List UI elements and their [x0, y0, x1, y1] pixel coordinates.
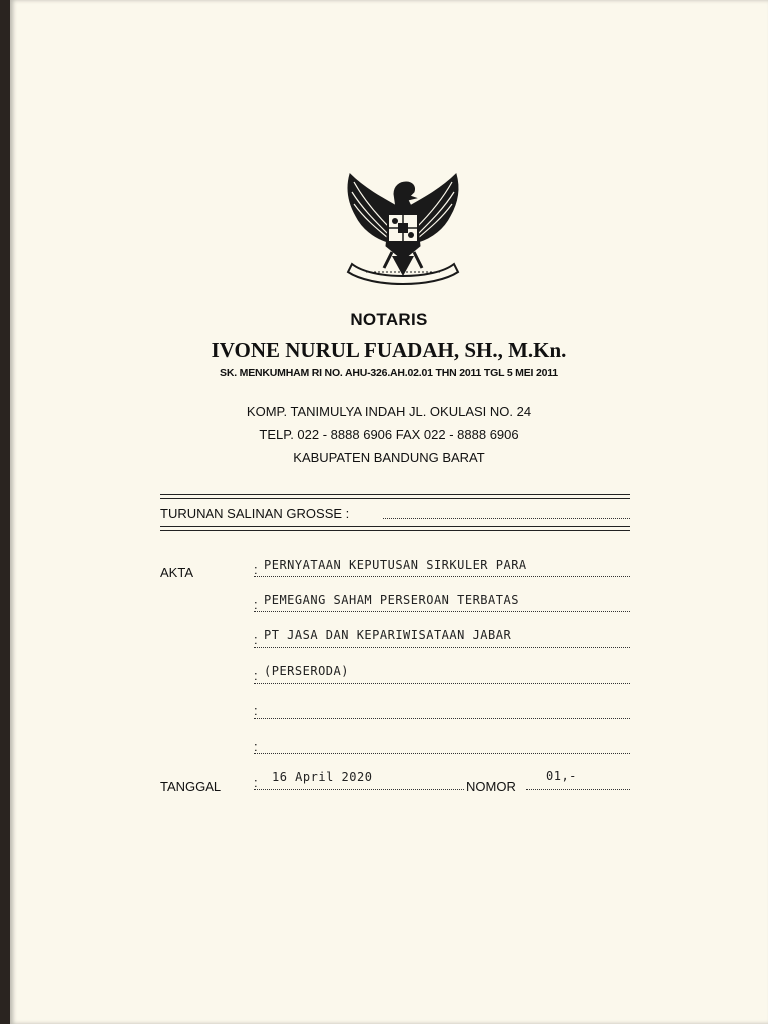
notary-title: NOTARIS	[350, 310, 428, 329]
tanggal-field-line	[254, 789, 464, 790]
turunan-field-line	[383, 518, 630, 519]
divider-line	[160, 530, 630, 531]
document-page: NOTARIS IVONE NURUL FUADAH, SH., M.Kn. SK. MENKUMHAM RI NO. AHU-326.AH.02.01 THN 2011 TGL 5 MEI 2011 KOMP. TANIMULYA INDAH JL. OKULASI NO. 24 TELP. 022 - 8888 6906 FAX 022 - 8888 6906 KABUPATEN BANDUNG BARAT TURUNAN SALINAN GROSSE : AKTA : PERNYATAAN KEPUTUSAN SIRKULER PARA : PEMEGANG SAHAM PERSEROAN TERBATAS : PT JASA DAN KEPARIWISATAAN JABAR : (PERSERODA) : : TANGGAL : 16 April 2020 NOMOR 01,-	[10, 0, 768, 1024]
garuda-emblem-icon	[342, 168, 464, 292]
nomor-value: 01,-	[546, 769, 577, 783]
divider-line	[160, 526, 630, 527]
notary-name: IVONE NURUL FUADAH, SH., M.Kn.	[211, 338, 567, 362]
notary-phone-fax: TELP. 022 - 8888 6906 FAX 022 - 8888 6906	[259, 427, 519, 442]
akta-text: PT JASA DAN KEPARIWISATAAN JABAR	[264, 628, 512, 642]
tanggal-label: TANGGAL	[160, 779, 222, 794]
tanggal-value: 16 April 2020	[272, 770, 373, 784]
nomor-field-line	[526, 789, 630, 790]
tanggal-colon: :	[254, 775, 258, 790]
akta-text: PEMEGANG SAHAM PERSEROAN TERBATAS	[264, 593, 519, 607]
notary-address: KOMP. TANIMULYA INDAH JL. OKULASI NO. 24	[246, 404, 532, 419]
divider-line	[160, 498, 630, 499]
divider-line	[160, 494, 630, 495]
akta-text: PERNYATAAN KEPUTUSAN SIRKULER PARA	[264, 558, 527, 572]
akta-text: (PERSERODA)	[264, 664, 349, 678]
nomor-label: NOMOR	[466, 779, 516, 794]
notary-regency: KABUPATEN BANDUNG BARAT	[293, 450, 485, 465]
turunan-label: TURUNAN SALINAN GROSSE :	[160, 506, 350, 521]
notary-sk-number: SK. MENKUMHAM RI NO. AHU-326.AH.02.01 THN 2011 TGL 5 MEI 2011	[220, 367, 558, 379]
akta-label: AKTA	[160, 565, 193, 580]
